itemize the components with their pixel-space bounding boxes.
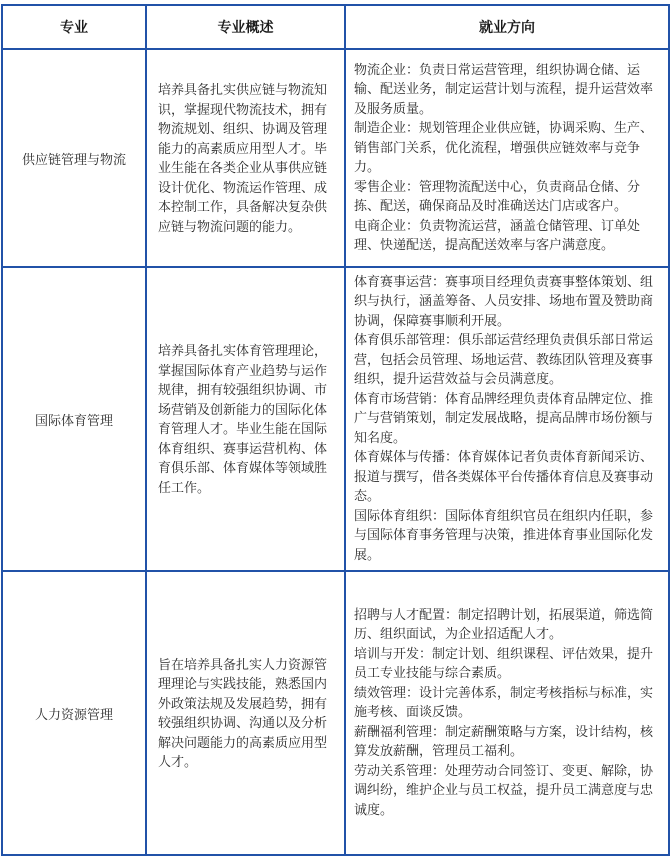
majors-table: [1, 4, 670, 856]
major-name-cell: 人力资源管理: [2, 571, 146, 855]
career-item: 体育赛事运营：赛事项目经理负责赛事整体策划、组织与执行，涵盖筹备、人员安排、场地布置及赞助商协调，保障赛事顺利开展。: [354, 274, 654, 329]
career-item: 体育媒体与传播：体育媒体记者负责体育新闻采访、报道与撰写，借各类媒体平台传播体育信息及赛事动态。: [354, 450, 654, 505]
career-item: 劳动关系管理：处理劳动合同签订、变更、解除，协调纠纷，维护企业与员工权益，提升员工满意度与忠诚度。: [354, 763, 654, 818]
career-item: 国际体育组织：国际体育组织官员在组织内任职，参与国际体育事务管理与决策，推进体育事业国际化发展。: [354, 508, 654, 563]
table-row-human-resources: [2, 571, 669, 855]
header-career: 就业方向: [345, 5, 669, 49]
table-body: [2, 49, 669, 855]
career-item: 薪酬福利管理：制定薪酬策略与方案，设计结构，核算发放薪酬，管理员工福利。: [354, 724, 654, 760]
major-name-cell: 供应链管理与物流: [2, 49, 146, 267]
majors-table-container: [1, 4, 668, 856]
career-item: 电商企业：负责物流运营，涵盖仓储管理、订单处理、快递配送，提高配送效率与客户满意度。: [354, 218, 641, 253]
major-overview-text: 培养具备扎实供应链与物流知识，掌握现代物流技术，拥有物流规划、组织、协调及管理能力的高素质应用型人才。毕业生能在各类企业从事供应链设计优化、物流运作管理、成本控制工作，具备解决复杂供应链与物流问题的能力。: [158, 83, 328, 235]
major-overview-cell: [146, 49, 345, 267]
career-item: 体育俱乐部管理：俱乐部运营经理负责俱乐部日常运营，包括会员管理、场地运营、教练团队管理及赛事组织，提升运营效益与会员满意度。: [354, 333, 654, 388]
table-row-supply-chain: [2, 49, 669, 267]
career-item: 零售企业：管理物流配送中心，负责商品仓储、分拣、配送，确保商品及时准确送达门店或客户。: [354, 179, 641, 214]
career-item: 招聘与人才配置：制定招聘计划，拓展渠道，筛选简历、组织面试，为企业招适配人才。: [354, 607, 654, 643]
career-item: 物流企业：负责日常运营管理，组织协调仓储、运输、配送业务，制定运营计划与流程，提升运营效率及服务质量。: [354, 62, 654, 117]
career-item: 体育市场营销：体育品牌经理负责体育品牌定位、推广与营销策划，制定发展战略，提高品牌市场份额与知名度。: [354, 391, 654, 446]
major-overview-cell: [146, 267, 345, 571]
table-header: [2, 5, 669, 49]
major-name-cell: 国际体育管理: [2, 267, 146, 571]
major-overview-text: 培养具备扎实体育管理理论，掌握国际体育产业趋势与运作规律，拥有较强组织协调、市场营销及创新能力的国际化体育管理人才。毕业生能在国际体育组织、赛事运营机构、体育俱乐部、体育媒体等领域胜任工作。: [158, 344, 328, 496]
career-direction-cell: [345, 49, 669, 267]
career-direction-cell: [345, 267, 669, 571]
header-major: 专业: [2, 5, 146, 49]
career-item: 绩效管理：设计完善体系，制定考核指标与标准，实施考核、面谈反馈。: [354, 685, 654, 721]
table-row-international-sports: [2, 267, 669, 571]
header-overview: 专业概述: [146, 5, 345, 49]
career-item: 培训与开发：制定计划、组织课程、评估效果，提升员工专业技能与综合素质。: [354, 646, 654, 682]
career-item: 制造企业：规划管理企业供应链，协调采购、生产、销售部门关系，优化流程，增强供应链效率与竞争力。: [354, 121, 654, 175]
header-row: [2, 5, 669, 49]
career-direction-cell: [345, 571, 669, 855]
major-overview-text: 旨在培养具备扎实人力资源管理理论与实践技能，熟悉国内外政策法规及发展趋势，拥有较强组织协调、沟通以及分析解决问题能力的高素质应用型人才。: [158, 657, 328, 770]
major-overview-cell: [146, 571, 345, 855]
